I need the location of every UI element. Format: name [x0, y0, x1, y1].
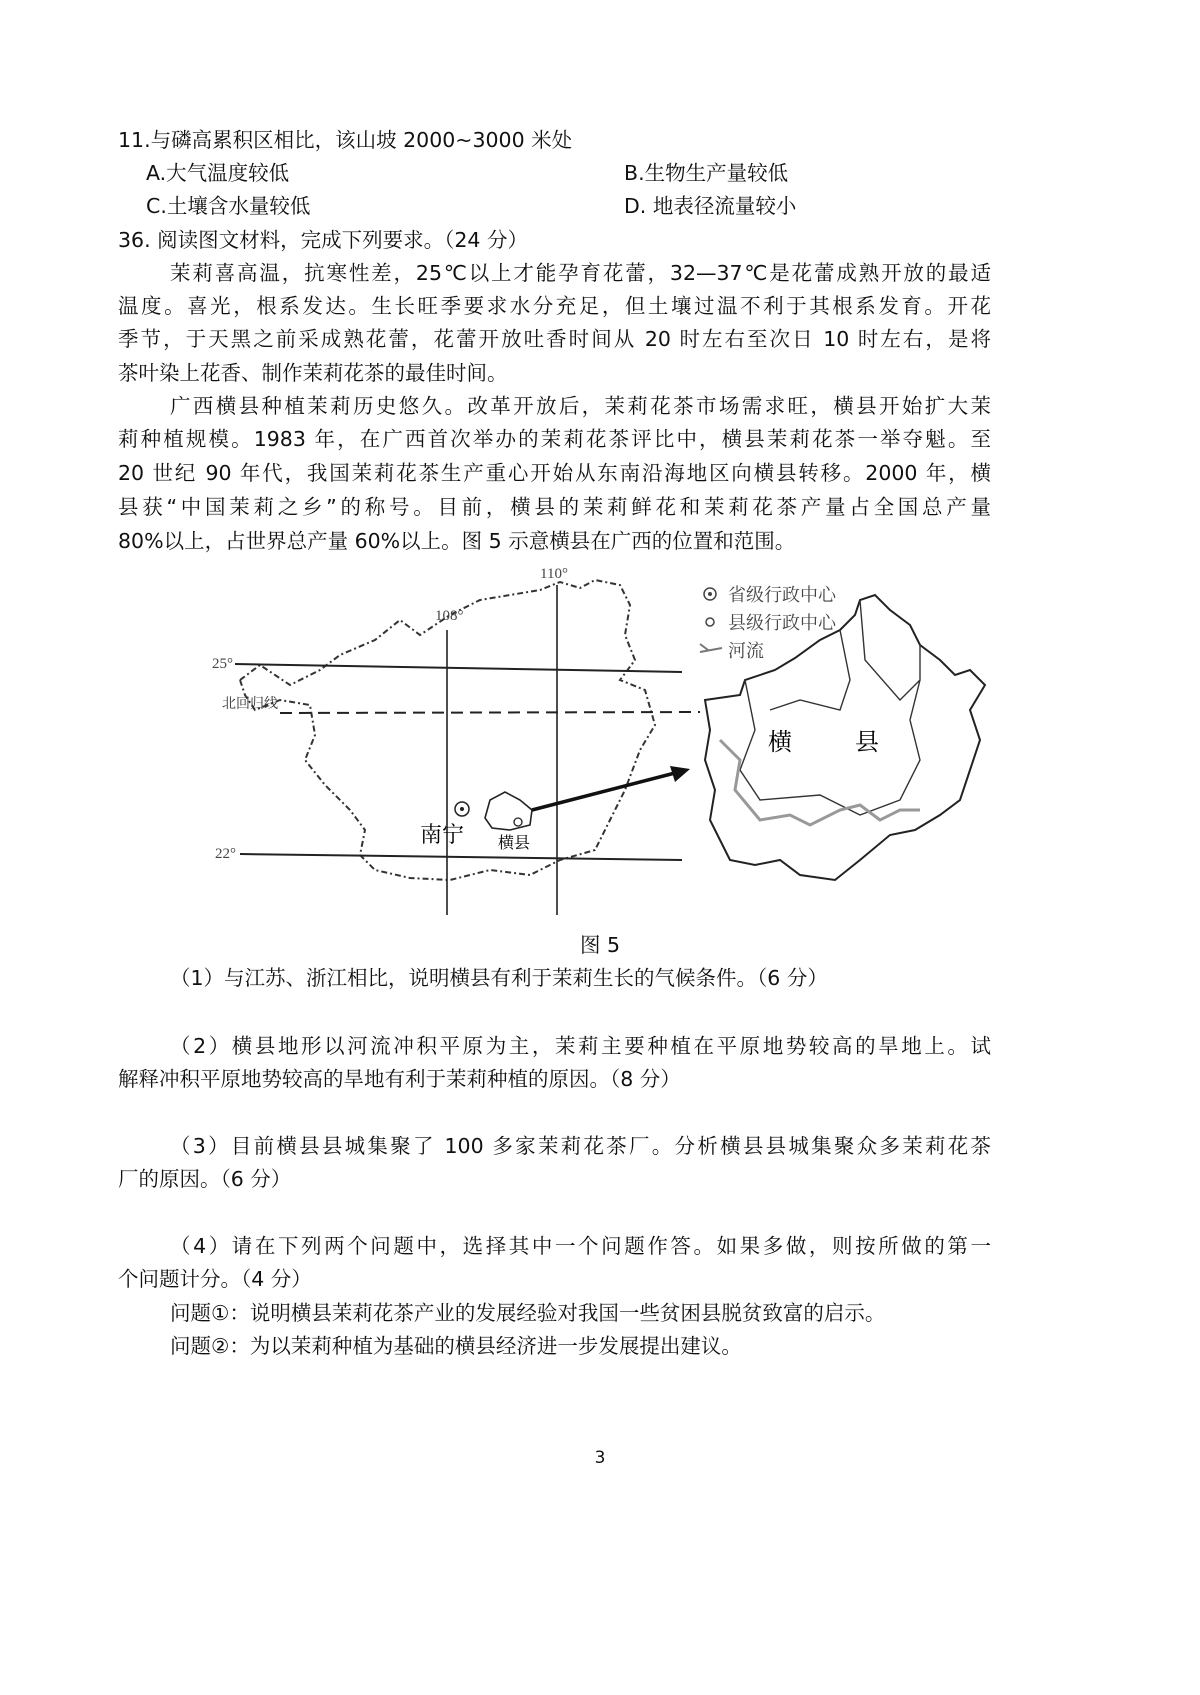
label-heng: 横 — [768, 728, 792, 756]
q11-option-b: B.生物生产量较低 — [624, 161, 789, 185]
para1-line: 温度。喜光，根系发达。生长旺季要求水分充足，但土壤过温不利于其根系发育。开花 — [118, 294, 991, 318]
para2-line: 莉种植规模。1983 年，在广西首次举办的茉莉花茶评比中，横县茉莉花茶一举夺魁。至 — [118, 427, 991, 451]
para2-line: 广西横县种植茉莉历史悠久。改革开放后，茉莉花茶市场需求旺，横县开始扩大茉 — [170, 394, 991, 418]
svg-text:省级行政中心: 省级行政中心 — [728, 585, 836, 606]
legend — [700, 585, 837, 662]
hengxian-small-outline — [485, 792, 532, 830]
subquestion-3-line: 厂的原因。（6 分） — [118, 1167, 292, 1191]
label-22: 22° — [215, 846, 236, 862]
label-110: 110° — [540, 566, 568, 582]
subquestion-2-line: （2）横县地形以河流冲积平原为主，茉莉主要种植在平原地势较高的旱地上。试 — [170, 1034, 991, 1058]
para2-line: 80%以上，占世界总产量 60%以上。图 5 示意横县在广西的位置和范围。 — [118, 529, 796, 553]
tropic-of-cancer — [280, 712, 700, 713]
problem-2: 问题②：为以茉莉种植为基础的横县经济进一步发展提出建议。 — [170, 1334, 742, 1358]
para2-line: 县获“中国茉莉之乡”的称号。目前，横县的茉莉鲜花和茉莉花茶产量占全国总产量 — [118, 495, 991, 519]
subquestion-4-line: 个问题计分。（4 分） — [118, 1267, 312, 1291]
pointer-arrow — [532, 773, 675, 810]
para1-line: 茶叶染上花香、制作茉莉花茶的最佳时间。 — [118, 361, 508, 385]
label-nanning: 南宁 — [420, 823, 465, 848]
figure-5-map — [200, 560, 1000, 920]
page-number: 3 — [594, 1448, 606, 1468]
para2-line: 20 世纪 90 年代，我国茉莉花茶生产重心开始从东南沿海地区向横县转移。2000 年，横 — [118, 461, 991, 485]
parallel-22 — [240, 854, 682, 860]
para1-line: 茉莉喜高温，抗寒性差，25℃以上才能孕育花蕾，32—37℃是花蕾成熟开放的最适 — [170, 261, 991, 285]
subquestion-2-line: 解释冲积平原地势较高的旱地有利于茉莉种植的原因。（8 分） — [118, 1067, 681, 1091]
subquestion-4-line: （4）请在下列两个问题中，选择其中一个问题作答。如果多做，则按所做的第一 — [170, 1234, 991, 1258]
hengxian-marker — [514, 818, 522, 826]
county-center-icon — [706, 618, 714, 626]
label-hengxian-small: 横县 — [498, 833, 531, 852]
q11-option-a: A.大气温度较低 — [146, 161, 290, 185]
q11-option-d: D. 地表径流量较小 — [624, 194, 797, 218]
subquestion-1: （1）与江苏、浙江相比，说明横县有利于茉莉生长的气候条件。（6 分） — [170, 966, 828, 990]
label-tropic: 北回归线 — [222, 696, 278, 712]
label-xian: 县 — [855, 728, 879, 756]
q36-stem: 36. 阅读图文材料，完成下列要求。（24 分） — [118, 228, 528, 252]
label-108: 108° — [435, 608, 464, 624]
subquestion-3-line: （3）目前横县县城集聚了 100 多家茉莉花茶厂。分析横县县城集聚众多茉莉花茶 — [170, 1134, 991, 1158]
problem-1: 问题①：说明横县茉莉花茶产业的发展经验对我国一些贫困县脱贫致富的启示。 — [170, 1301, 886, 1325]
figure-caption: 图 5 — [579, 933, 621, 957]
river — [720, 740, 920, 825]
parallel-25 — [235, 664, 682, 672]
svg-text:县级行政中心: 县级行政中心 — [728, 613, 836, 634]
q11-stem: 11.与磷高累积区相比，该山坡 2000~3000 米处 — [118, 128, 573, 152]
label-25: 25° — [212, 656, 233, 672]
hengxian-large-outline — [705, 595, 985, 880]
q11-option-c: C.土壤含水量较低 — [146, 194, 311, 218]
svg-text:河流: 河流 — [728, 641, 764, 662]
para1-line: 季节，于天黑之前采成熟花蕾，花蕾开放吐香时间从 20 时左右至次日 10 时左右，是将 — [118, 327, 991, 351]
river-legend-icon — [700, 644, 722, 652]
